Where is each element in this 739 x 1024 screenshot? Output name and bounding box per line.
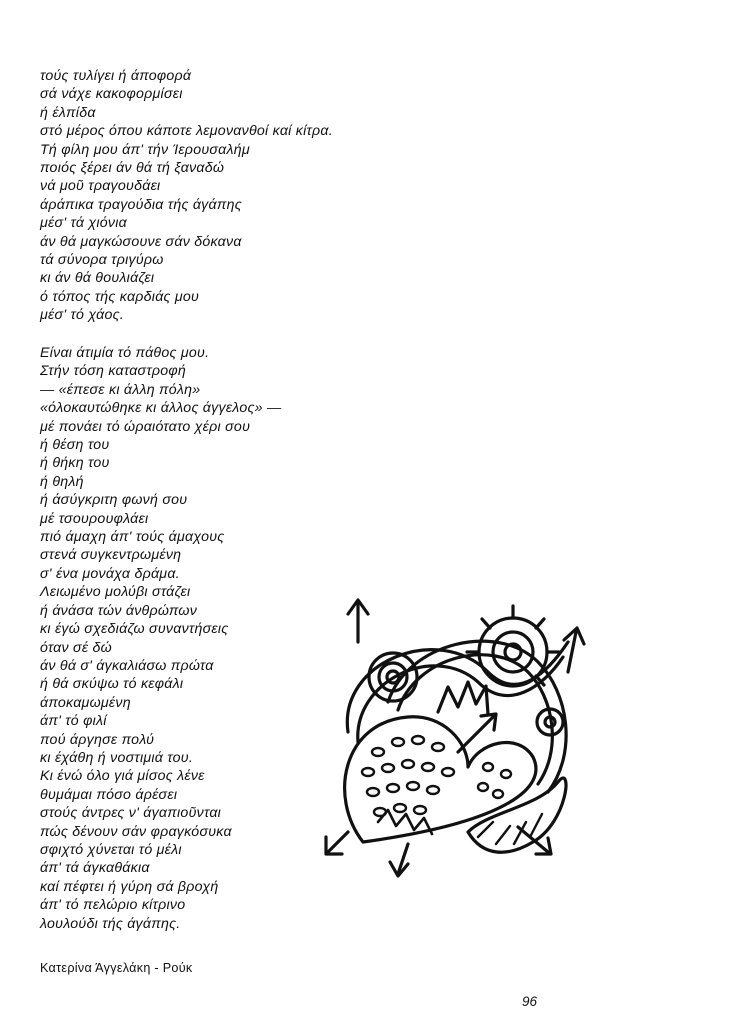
poem-line: Είναι άτιμία τό πάθος μου.	[40, 345, 210, 361]
poem-line: ποιός ξέρει άν θά τή ξαναδώ	[40, 160, 225, 177]
arrow-icon	[348, 600, 368, 642]
poem-line: στενά συγκεντρωμένη	[40, 547, 182, 564]
poem-line: άπ' τό φιλί	[40, 713, 107, 730]
poem-line: τούς τυλίγει ή άποφορά	[40, 68, 192, 84]
poem-line: τά σύνορα τριγύρω	[40, 252, 164, 269]
arrow-icon	[326, 832, 348, 854]
poem-line: άν θά σ' άγκαλιάσω πρώτα	[40, 657, 214, 674]
poem-line: μέ τσουρουφλάει	[40, 510, 149, 527]
poem-line: ή θηλή	[40, 473, 84, 490]
poem-line: Στήν τόση καταστροφή	[40, 363, 187, 380]
poem-line: μέ πονάει τό ώραιότατο χέρι σου	[40, 418, 251, 435]
poem-line: ή θά σκύψω τό κεφάλι	[40, 676, 184, 693]
poem-line: Τή φίλη μου άπ' τήν Ίερουσαλήμ	[40, 141, 250, 158]
poem-line: ή θήκη του	[40, 455, 110, 472]
poem-line: σά νάχε κακοφορμίσει	[40, 86, 183, 103]
poem-line: ή έλπίδα	[40, 104, 96, 121]
poem-line: κι έχάθη ή νοστιμιά του.	[40, 749, 194, 766]
poem-line: πιό άμαχη άπ' τούς άμαχους	[40, 529, 225, 546]
poem-stanza-1	[40, 67, 333, 325]
poem-line: μέσ' τά χιόνια	[40, 215, 127, 232]
arrow-icon	[564, 628, 584, 672]
loop-band	[398, 655, 552, 784]
poem-line: καί πέφτει ή γύρη σά βροχή	[40, 878, 219, 895]
poem-line: λουλούδι τής άγάπης.	[40, 915, 181, 932]
heart-icon	[345, 717, 536, 842]
heart-illustration-icon	[318, 582, 598, 882]
arrow-icon	[390, 844, 408, 876]
poem-line: στούς άντρες ν' άγαπιοῦνται	[40, 805, 222, 822]
poem-line: όταν σέ δώ	[40, 639, 112, 656]
poem-stanza-2	[40, 344, 281, 933]
poem-line: — «έπεσε κι άλλη πόλη»	[40, 381, 201, 398]
author-name: Κατερίνα Άγγελάκη - Ρούκ	[40, 961, 193, 975]
poem-line: πώς δένουν σάν φραγκόσυκα	[40, 823, 232, 840]
poem-line: άπ' τά άγκαθάκια	[40, 860, 150, 877]
page-number: 96	[522, 994, 538, 1009]
poem-line: Λειωμένο μολύβι στάζει	[40, 584, 191, 601]
poem-line: ή θέση του	[40, 437, 110, 454]
poem-line: «όλοκαυτώθηκε κι άλλος άγγελος» —	[40, 400, 282, 417]
poem-line: νά μοῦ τραγουδάει	[40, 178, 161, 195]
poem-line: άποκαμωμένη	[40, 694, 131, 711]
poem-line: μέσ' τό χάος.	[40, 307, 124, 324]
poem-line: στό μέρος όπου κάποτε λεμονανθοί καί κίτρα.	[40, 123, 333, 140]
poem-line: άπ' τό πελώριο κίτρινο	[40, 897, 186, 914]
poem-line: άν θά μαγκώσουνε σάν δόκανα	[40, 233, 242, 250]
poem-line: ή άνάσα τών άνθρώπων	[40, 602, 198, 619]
poem-line: θυμάμαι πόσο άρέσει	[40, 786, 178, 803]
poem-line: κι έγώ σχεδιάζω συναντήσεις	[40, 621, 229, 638]
poem-line: Κι ένώ όλο γιά μίσος λένε	[40, 768, 205, 785]
poem-line: ό τόπος τής καρδιάς μου	[40, 288, 200, 305]
poem-line: σφιχτό χύνεται τό μέλι	[40, 841, 182, 858]
poem-line: κι άν θά θουλιάζει	[40, 270, 155, 287]
crown-icon	[438, 682, 488, 714]
poem-line: πού άργησε πολύ	[40, 731, 155, 748]
poem-line: ή άσύγκριτη φωνή σου	[40, 492, 188, 509]
poem-line: άράπικα τραγούδια τής άγάπης	[40, 196, 242, 213]
poem-line: σ' ένα μονάχα δράμα.	[40, 565, 180, 582]
